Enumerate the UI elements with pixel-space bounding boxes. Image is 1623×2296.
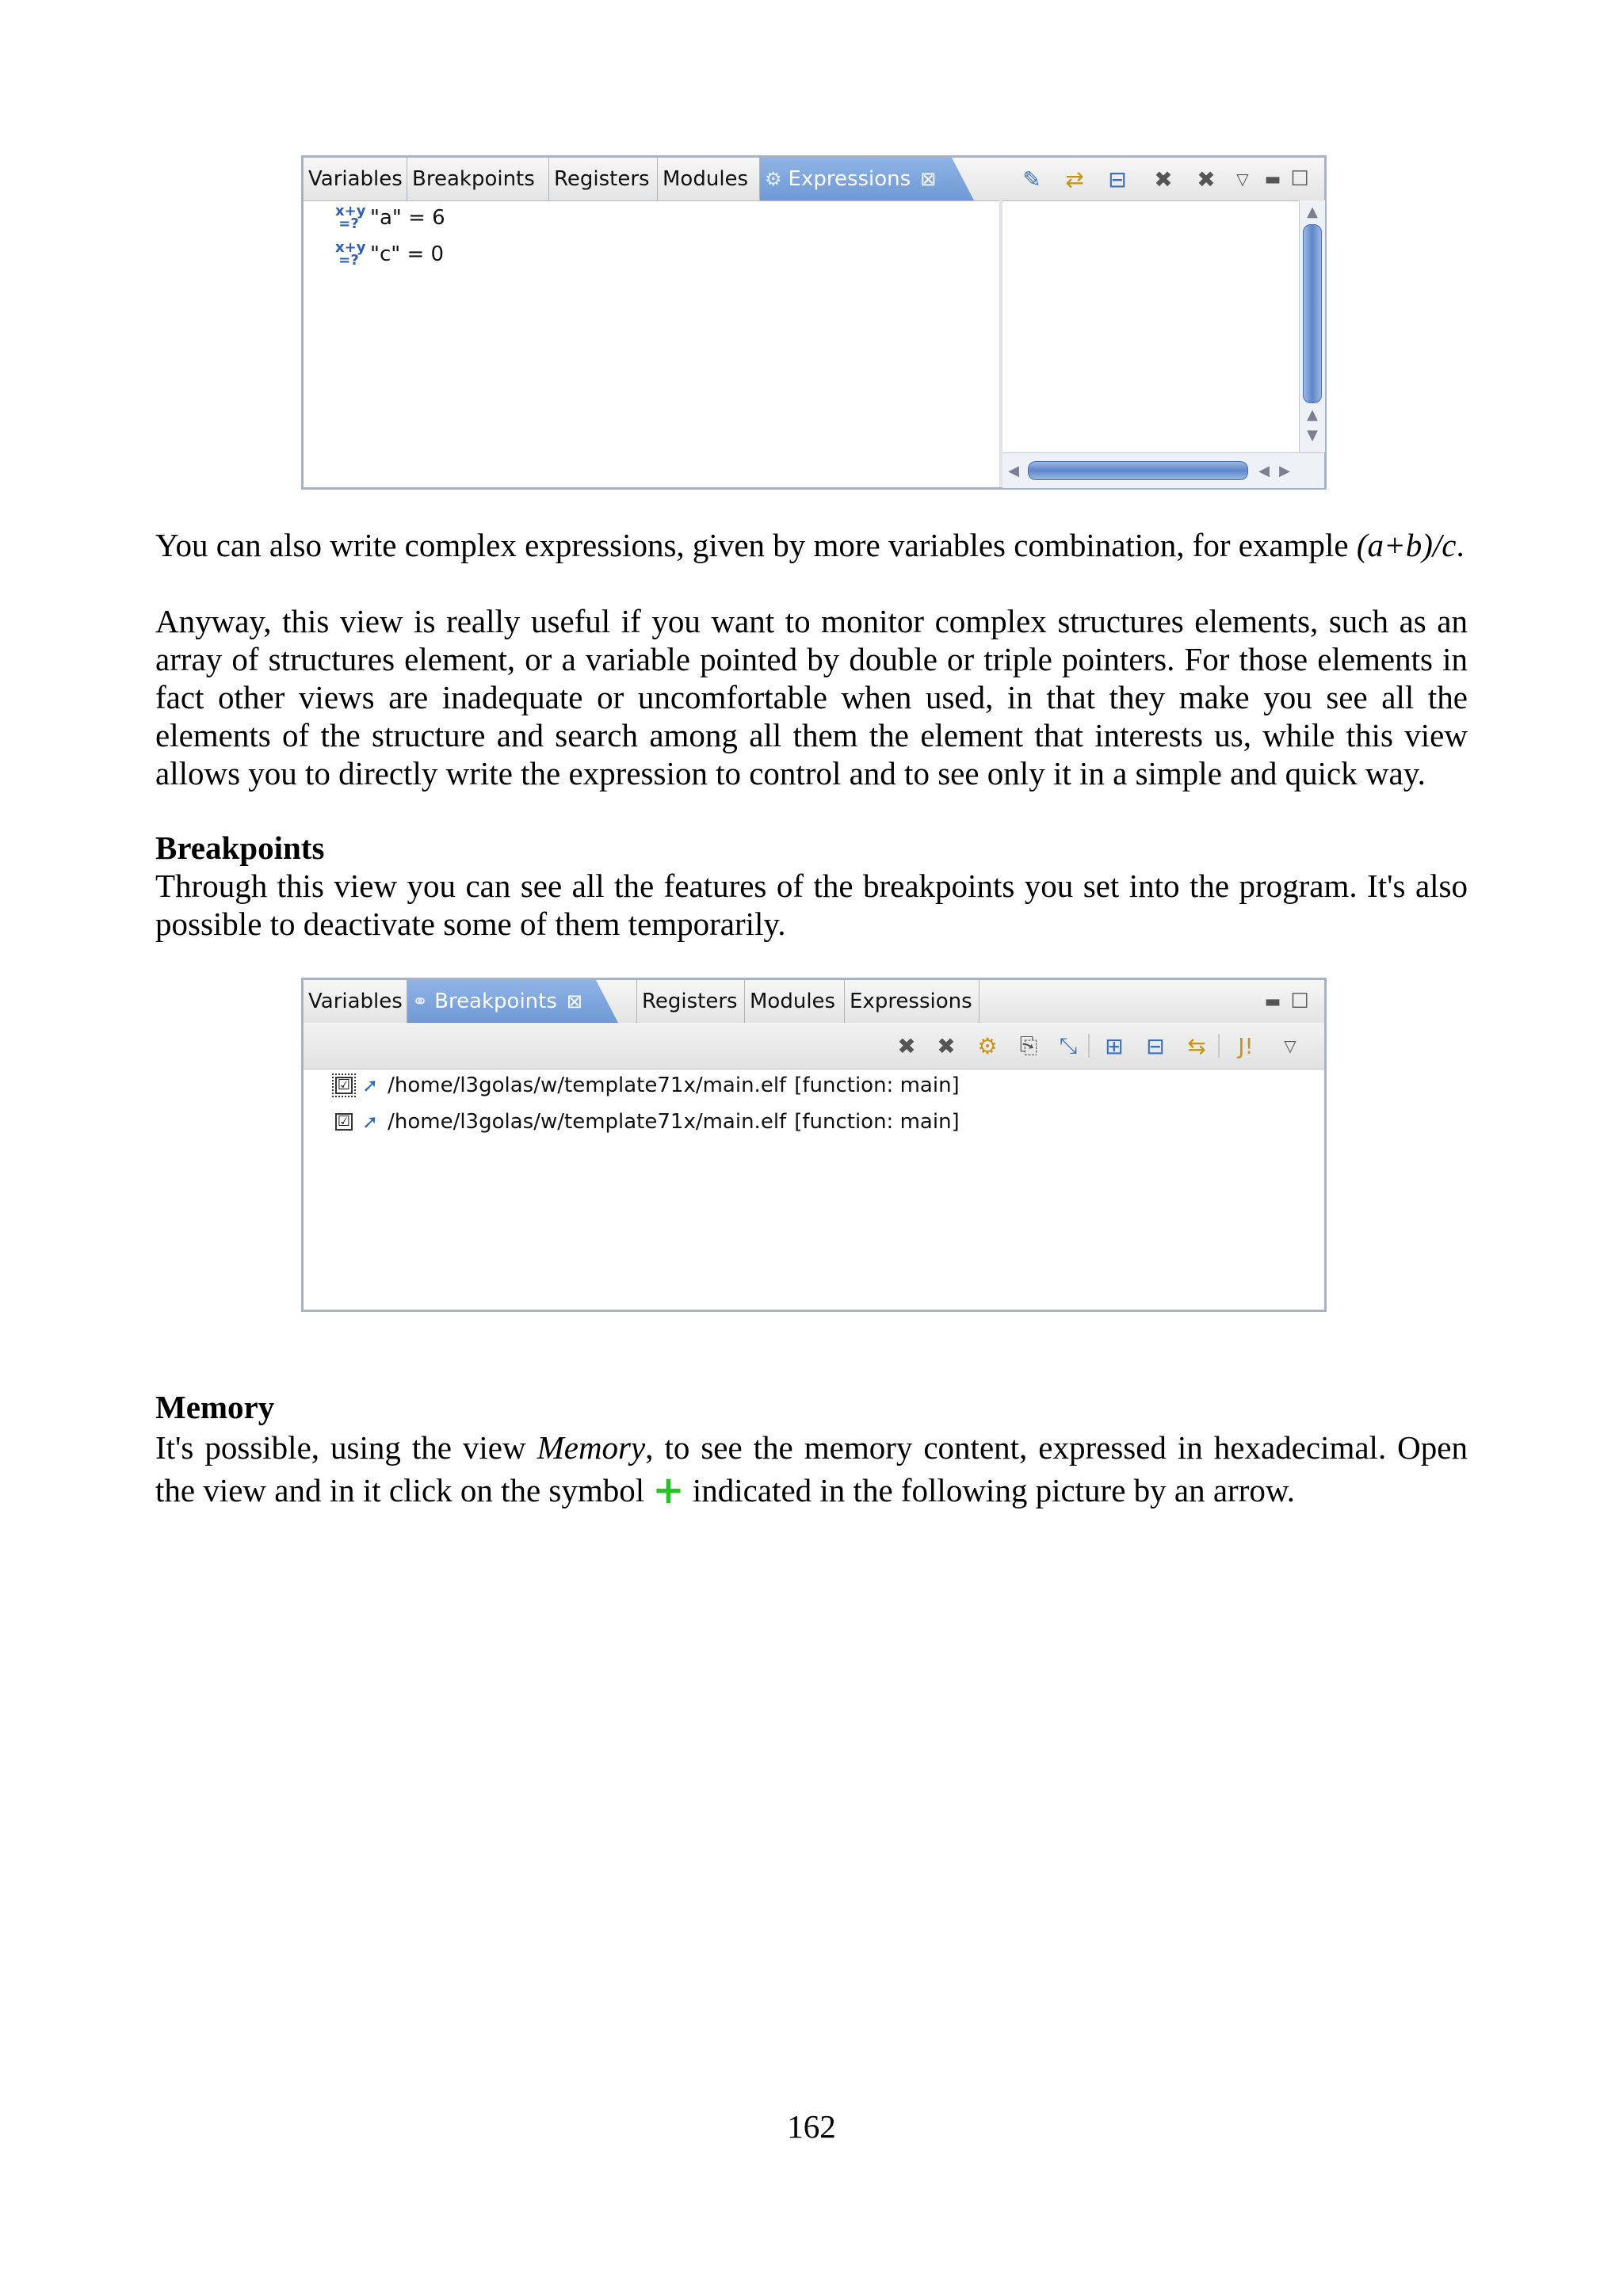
tab-modules[interactable]: Modules (745, 980, 845, 1023)
maximize-icon[interactable]: ☐ (1290, 167, 1309, 191)
expressions-view (301, 155, 1327, 490)
paragraph-text: It's possible, using the view (155, 1429, 537, 1466)
add-expression-icon[interactable]: ✎ (1022, 166, 1041, 193)
add-java-exception-icon[interactable]: J! (1238, 1032, 1254, 1059)
active-tab-edge (586, 980, 618, 1023)
breakpoint-row[interactable] (335, 1110, 960, 1134)
breakpoints-icon: ⚭ (412, 990, 429, 1013)
breakpoint-detail: [function: main] (794, 1074, 960, 1097)
paragraph-complex-expressions (155, 526, 1468, 564)
breakpoint-checkbox[interactable]: ☑ (335, 1077, 353, 1094)
close-tab-icon[interactable]: ⊠ (920, 168, 937, 190)
tab-breakpoints[interactable]: Breakpoints (407, 158, 549, 200)
toolbar-separator (1218, 1034, 1220, 1058)
vertical-scroll-thumb[interactable] (1303, 224, 1322, 403)
breakpoint-path: /home/l3golas/w/template71x/main.elf (388, 1110, 787, 1134)
memory-heading: Memory (155, 1389, 275, 1425)
tab-registers[interactable]: Registers (549, 158, 658, 200)
horizontal-scroll-thumb[interactable] (1028, 461, 1248, 480)
tab-variables[interactable]: Variables (304, 158, 407, 200)
tab-expressions[interactable]: Expressions (845, 980, 980, 1023)
view-tab-bar (304, 980, 1324, 1024)
scroll-right-arrow[interactable]: ▶ (1279, 462, 1290, 479)
horizontal-scrollbar[interactable] (1002, 452, 1324, 488)
tab-breakpoints-label: Breakpoints (434, 990, 557, 1013)
breakpoints-view (301, 978, 1327, 1312)
paragraph-view-usefulness: Anyway, this view is really useful if you want to monitor complex structures elements, such as an array of structures element, or a variable pointed by double or triple pointers. For those elements in fact other views are inadequate or uncomfortable when used, in that they make you see all the elements of the structure and search among all them the element that interests us, while this view allows you to directly write the expression to control and to see only it in a simple and quick way. (155, 603, 1468, 791)
emphasis-text: Memory (537, 1429, 646, 1466)
collapse-all-icon[interactable]: ⊟ (1146, 1032, 1165, 1059)
expression-icon: x+y =? (335, 203, 366, 232)
paragraph-text: , to see the memory content, expressed in hexadecimal. Open the view and in it click on the symbol (155, 1429, 1468, 1508)
view-menu-icon[interactable]: ▽ (1284, 1036, 1296, 1055)
expression-row[interactable] (335, 239, 445, 269)
scroll-left-arrow[interactable]: ◀ (1008, 462, 1019, 479)
remove-all-expressions-icon[interactable]: ✖ (1197, 166, 1216, 193)
expressions-icon: ⚙ (765, 168, 782, 190)
memory-description (155, 1426, 1468, 1512)
scroll-down-arrow[interactable]: ▼ (1307, 426, 1318, 444)
remove-breakpoint-icon[interactable]: ✖ (897, 1032, 916, 1059)
paragraph-text: indicated in the following picture by an arrow. (684, 1472, 1296, 1508)
toolbar-separator (1088, 1034, 1090, 1058)
maximize-icon[interactable]: ☐ (1290, 990, 1309, 1013)
emphasis-text: (a+b)/c (1356, 527, 1457, 563)
vertical-scrollbar[interactable] (1299, 200, 1325, 452)
tab-registers[interactable]: Registers (636, 980, 745, 1023)
page-number: 162 (787, 2108, 836, 2145)
breakpoint-detail: [function: main] (794, 1110, 960, 1134)
tab-breakpoints[interactable] (407, 980, 586, 1023)
remove-all-breakpoints-icon[interactable]: ✖ (937, 1032, 956, 1059)
scroll-up-arrow[interactable]: ▲ (1307, 406, 1318, 423)
show-type-names-icon[interactable]: ⇄ (1065, 166, 1084, 193)
breakpoint-path: /home/l3golas/w/template71x/main.elf (388, 1074, 787, 1097)
breakpoints-description: Through this view you can see all the features of the breakpoints you set into the program. It's also possible to deactivate some of them temporarily. (155, 868, 1468, 942)
paragraph-text: You can also write complex expressions, given by more variables combination, for example (155, 527, 1357, 563)
expression-text: "c" = 0 (370, 242, 445, 266)
expression-icon: x+y =? (335, 239, 366, 269)
active-tab-edge (942, 158, 974, 200)
breakpoint-checkbox[interactable]: ☑ (335, 1113, 353, 1131)
show-supported-breakpoints-icon[interactable]: ⚙ (977, 1032, 998, 1059)
view-tab-bar (304, 158, 1324, 201)
link-with-view-icon[interactable]: ⇆ (1187, 1032, 1206, 1059)
expand-all-icon[interactable]: ⊞ (1105, 1032, 1124, 1059)
minimize-icon[interactable]: ▬ (1264, 169, 1281, 189)
skip-all-breakpoints-icon[interactable]: ⤡ (1059, 1032, 1078, 1058)
go-to-file-icon[interactable]: ⎘ (1019, 1032, 1038, 1058)
expression-text: "a" = 6 (370, 206, 445, 230)
breakpoint-icon: ➚ (362, 1074, 379, 1097)
remove-expression-icon[interactable]: ✖ (1154, 166, 1173, 193)
tab-modules[interactable]: Modules (658, 158, 760, 200)
minimize-icon[interactable]: ▬ (1264, 991, 1281, 1012)
view-menu-icon[interactable]: ▽ (1236, 170, 1249, 189)
tab-variables[interactable]: Variables (304, 980, 407, 1023)
breakpoint-row[interactable] (335, 1074, 960, 1097)
breakpoints-toolbar (304, 1023, 1324, 1070)
scroll-up-arrow[interactable]: ▲ (1307, 203, 1318, 220)
breakpoint-icon: ➚ (362, 1111, 379, 1133)
tab-expressions-label: Expressions (788, 167, 911, 191)
expression-row[interactable] (335, 205, 445, 231)
close-tab-icon[interactable]: ⊠ (566, 990, 583, 1013)
scroll-left-arrow[interactable]: ◀ (1258, 462, 1270, 479)
detail-pane-divider[interactable] (999, 200, 1002, 487)
tab-expressions[interactable] (760, 158, 942, 200)
breakpoints-heading: Breakpoints (155, 830, 325, 866)
collapse-all-icon[interactable]: ⊟ (1108, 166, 1127, 193)
paragraph-text: . (1456, 527, 1465, 563)
plus-icon: + (652, 1468, 685, 1512)
